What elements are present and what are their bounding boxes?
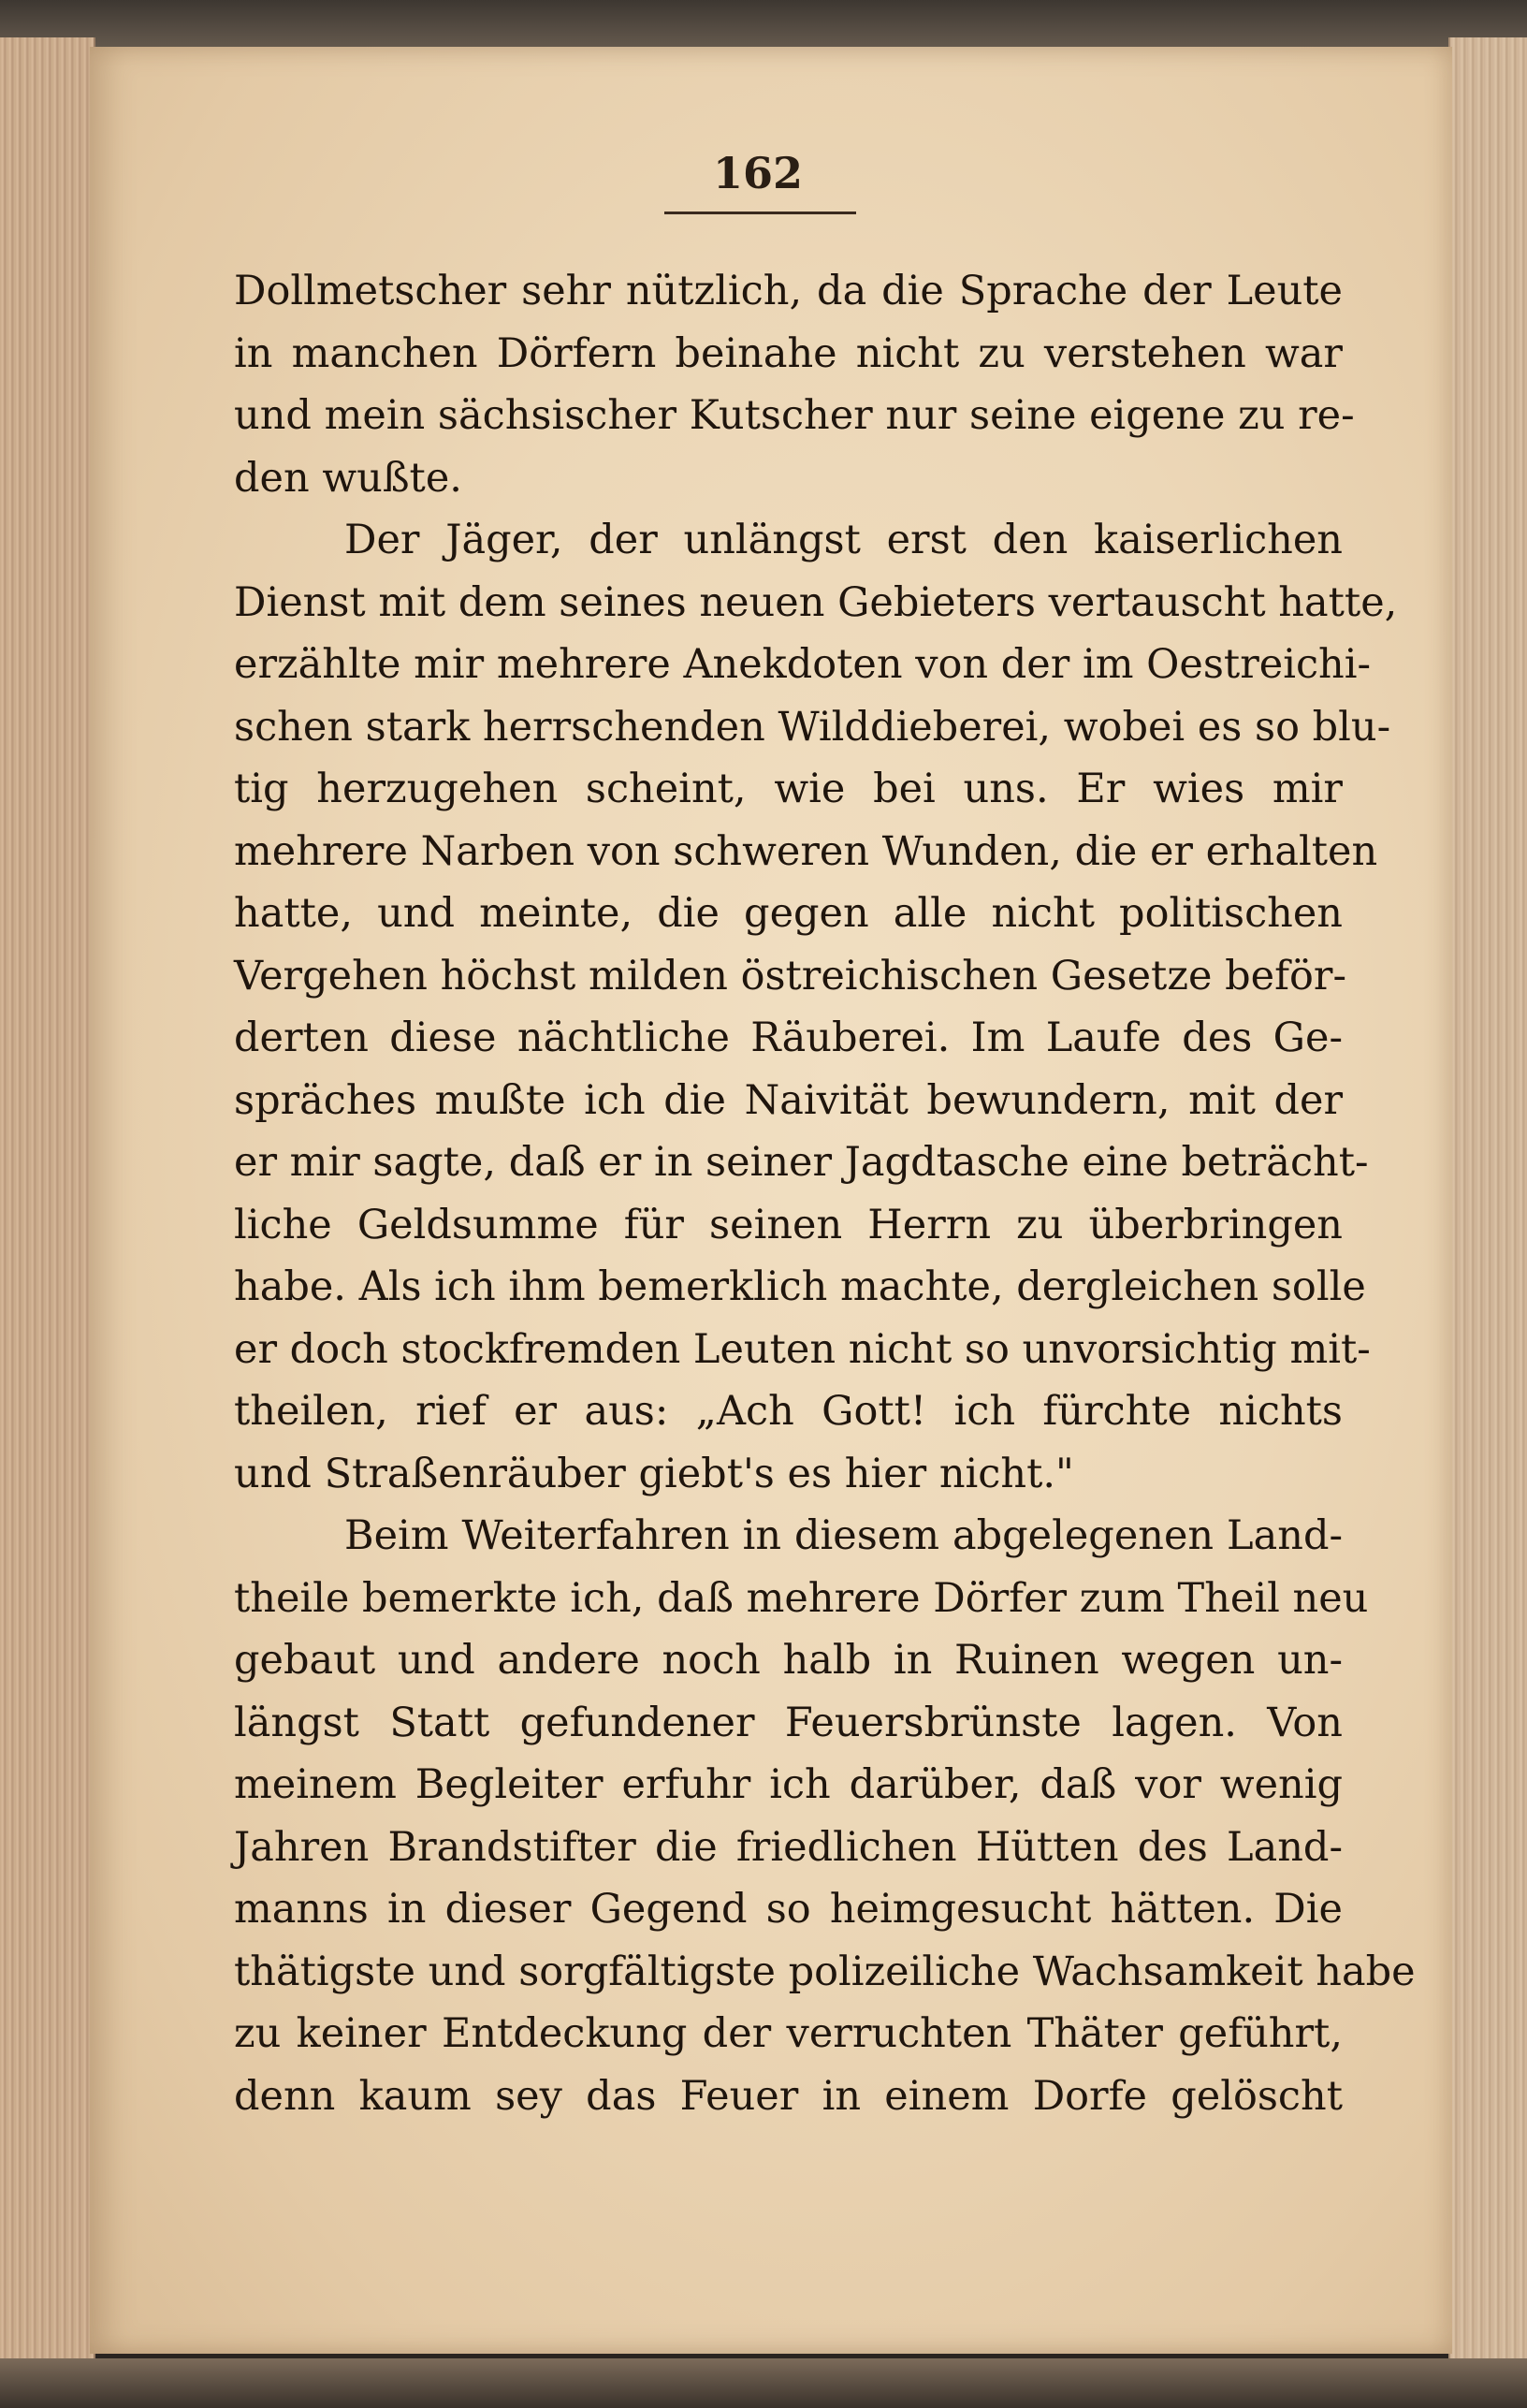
- text-line: tig herzugehen scheint, wie bei uns. Er wies mir: [234, 766, 1343, 812]
- text-line: gebaut und andere noch halb in Ruinen wegen un-: [234, 1637, 1343, 1684]
- text-line: manns in dieser Gegend so heimgesucht hätten. Die: [234, 1886, 1343, 1933]
- text-line: Vergehen höchst milden östreichischen Gesetze beför-: [234, 952, 1346, 1000]
- text-line: er doch stockfremden Leuten nicht so unvorsichtig mit-: [234, 1325, 1371, 1373]
- text-line: meinem Begleiter erfuhr ich darüber, daß vor wenig: [234, 1761, 1343, 1808]
- text-line: denn kaum sey das Feuer in einem Dorfe gelöscht: [234, 2072, 1343, 2120]
- text-line: und mein sächsischer Kutscher nur seine eigene zu re-: [234, 392, 1355, 439]
- text-line: spräches mußte ich die Naivität bewundern, mit der: [234, 1076, 1343, 1124]
- text-line: Dollmetscher sehr nützlich, da die Sprache der Leute: [234, 268, 1343, 314]
- text-line: Jahren Brandstifter die friedlichen Hütten des Land-: [234, 1823, 1343, 1871]
- paragraph-start-line: Beim Weiterfahren in diesem abgelegenen Land-: [344, 1512, 1343, 1559]
- left-page-edges: [0, 37, 95, 2358]
- text-line: derten diese nächtliche Räuberei. Im Laufe des Ge-: [234, 1014, 1343, 1061]
- text-line: theile bemerkte ich, daß mehrere Dörfer zum Theil neu: [234, 1574, 1369, 1622]
- text-line: hatte, und meinte, die gegen alle nicht politischen: [234, 890, 1343, 937]
- text-line: und Straßenräuber giebt's es hier nicht.": [234, 1450, 1074, 1497]
- page-number-rule: [664, 212, 856, 214]
- text-line: zu keiner Entdeckung der verruchten Thäter geführt,: [234, 2010, 1343, 2057]
- text-line: schen stark herrschenden Wilddieberei, wobei es so blu-: [234, 703, 1391, 751]
- paragraph-start-line: Der Jäger, der unlängst erst den kaiserlichen: [344, 517, 1343, 563]
- text-line: Dienst mit dem seines neuen Gebieters vertauscht hatte,: [234, 578, 1398, 626]
- text-line: habe. Als ich ihm bemerklich machte, dergleichen solle: [234, 1263, 1366, 1310]
- text-line: liche Geldsumme für seinen Herrn zu überbringen: [234, 1201, 1343, 1248]
- book-bottom-edge: [0, 2358, 1527, 2408]
- text-line: erzählte mir mehrere Anekdoten von der im Oestreichi-: [234, 641, 1372, 688]
- text-line: er mir sagte, daß er in seiner Jagdtasche eine beträcht-: [234, 1139, 1369, 1186]
- right-page-edges: [1448, 37, 1527, 2358]
- page-body-text: [234, 260, 1416, 2127]
- text-line: in manchen Dörfern beinahe nicht zu verstehen war: [234, 329, 1343, 377]
- text-line: theilen, rief er aus: „Ach Gott! ich fürchte nichts: [234, 1388, 1343, 1435]
- page-number: 162: [712, 148, 804, 198]
- text-line: thätigste und sorgfältigste polizeiliche Wachsamkeit habe: [234, 1948, 1416, 1995]
- text-line: mehrere Narben von schweren Wunden, die er erhalten: [234, 827, 1378, 875]
- text-line: den wußte.: [234, 454, 462, 502]
- text-line: längst Statt gefundener Feuersbrünste lagen. Von: [234, 1699, 1343, 1746]
